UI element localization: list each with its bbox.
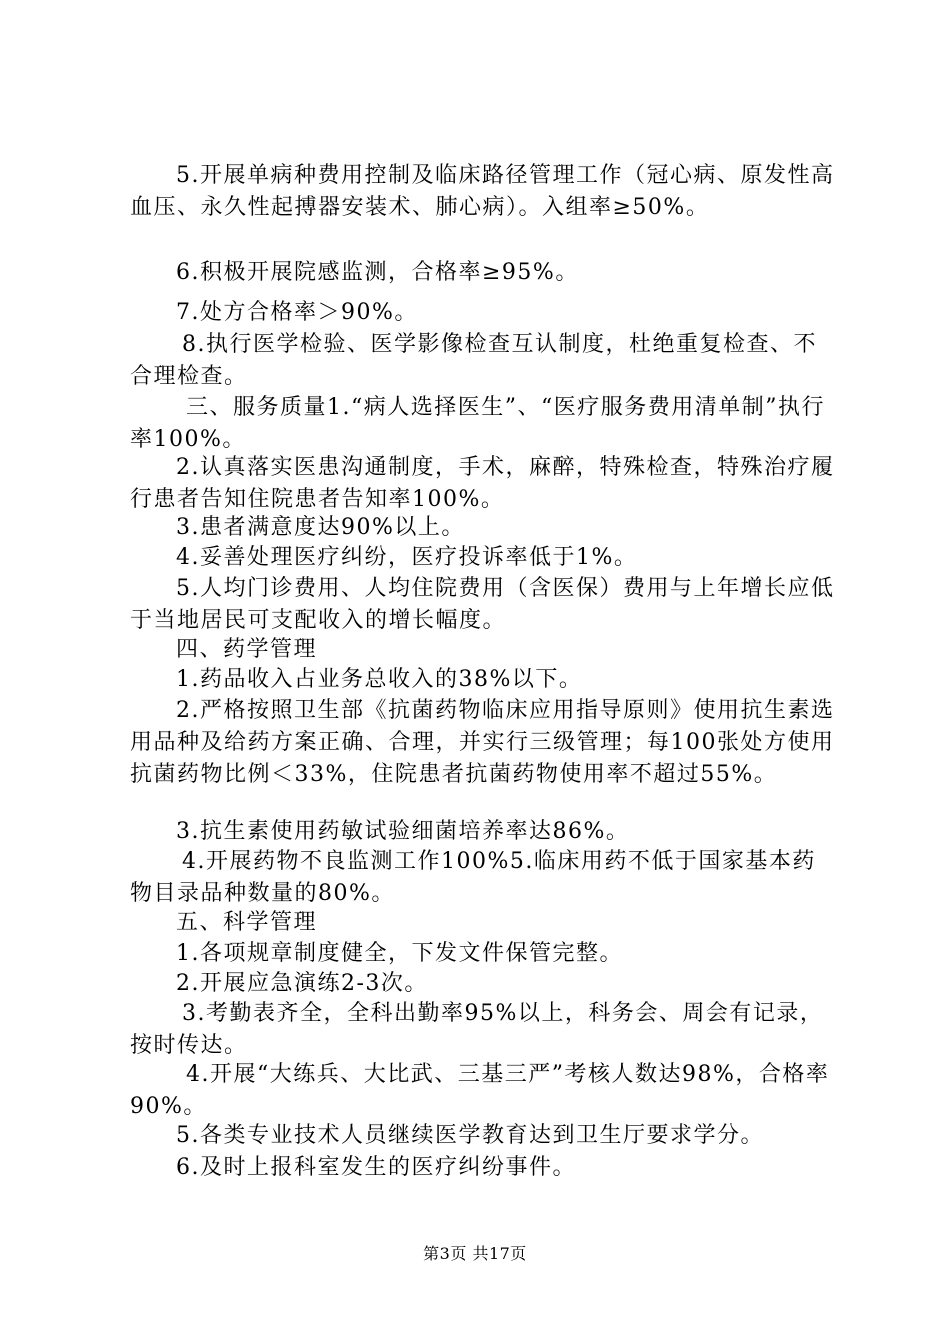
paragraph-drug-income: 1.药品收入占业务总收入的38%以下。 xyxy=(176,667,583,692)
paragraph-satisfaction: 3.患者满意度达90%以上。 xyxy=(176,515,465,540)
paragraph-mutual-recognition: 8.执行医学检验、医学影像检查互认制度，杜绝重复检查、不合理检查。 xyxy=(130,332,817,389)
paragraph-disputes: 4.妥善处理医疗纠纷，医疗投诉率低于1%。 xyxy=(176,545,638,570)
paragraph-attendance: 3.考勤表齐全，全科出勤率95%以上，科务会、周会有记录，按时传达。 xyxy=(130,1001,824,1058)
paragraph-clinical-pathway: 5.开展单病种费用控制及临床路径管理工作（冠心病、原发性高血压、永久性起搏器安装术、肺心病）。入组率≥50%。 xyxy=(130,163,835,220)
paragraph-assessment: 4.开展“大练兵、大比武、三基三严”考核人数达98%，合格率90%。 xyxy=(130,1062,830,1119)
paragraph-culture-rate: 3.抗生素使用药敏试验细菌培养率达86%。 xyxy=(176,819,630,844)
paragraph-emergency-drill: 2.开展应急演练2-3次。 xyxy=(176,971,428,996)
paragraph-communication: 2.认真落实医患沟通制度，手术，麻醉，特殊检查，特殊治疗履行患者告知住院患者告知率100%。 xyxy=(130,455,835,512)
paragraph-regulations: 1.各项规章制度健全，下发文件保管完整。 xyxy=(176,941,623,966)
section-service-quality: 三、服务质量1.“病人选择医生”、“医疗服务费用清单制”执行率100%。 xyxy=(130,395,825,452)
paragraph-infection-monitoring: 6.积极开展院感监测，合格率≥95%。 xyxy=(176,260,579,285)
paragraph-adverse-monitoring: 4.开展药物不良监测工作100%5.临床用药不低于国家基本药物目录品种数量的80%。 xyxy=(130,849,816,906)
paragraph-costs: 5.人均门诊费用、人均住院费用（含医保）费用与上年增长应低于当地居民可支配收入的增长幅度。 xyxy=(130,576,835,633)
page-footer: 第3页 共17页 xyxy=(423,1244,527,1263)
paragraph-prescription-rate: 7.处方合格率＞90%。 xyxy=(176,300,418,325)
paragraph-dispute-reporting: 6.及时上报科室发生的医疗纠纷事件。 xyxy=(176,1155,576,1180)
paragraph-continuing-education: 5.各类专业技术人员继续医学教育达到卫生厅要求学分。 xyxy=(176,1123,764,1148)
section-scientific-management: 五、科学管理 xyxy=(176,910,318,935)
section-pharmacy-management: 四、药学管理 xyxy=(176,637,318,662)
paragraph-antibiotics: 2.严格按照卫生部《抗菌药物临床应用指导原则》使用抗生素选用品种及给药方案正确、合理，并实行三级管理；每100张处方使用抗菌药物比例＜33%，住院患者抗菌药物使用率不超过55%。 xyxy=(130,698,835,787)
